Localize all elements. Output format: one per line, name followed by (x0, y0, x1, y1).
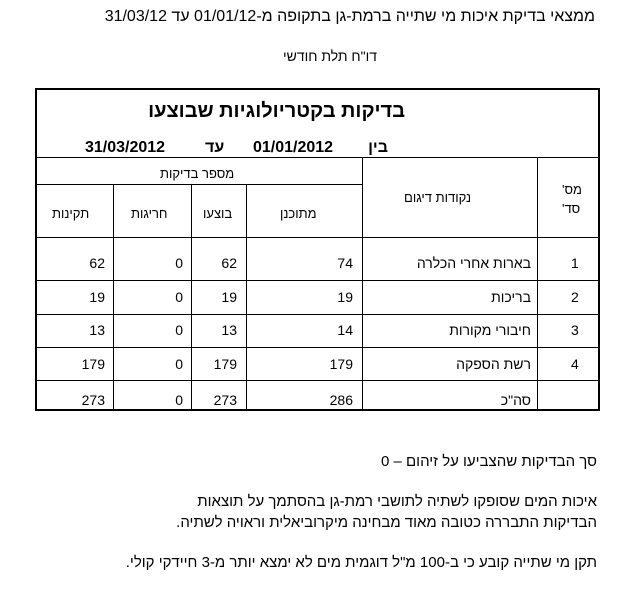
column-header-planned: מתוכנן (280, 206, 317, 221)
table-cell-performed: 62 (221, 255, 237, 271)
table-divider (36, 280, 599, 281)
table-cell-deviations: 0 (175, 289, 183, 305)
table-cell-planned: 74 (337, 255, 353, 271)
contamination-summary: סך הבדיקות שהצביעו על זיהום – 0 (380, 453, 597, 470)
column-header-deviations: חריגות (131, 206, 168, 221)
table-cell-sampling-point: רשת הספקה (456, 356, 531, 372)
table-total-planned: 286 (329, 392, 353, 408)
table-cell-serial: 2 (571, 289, 579, 305)
table-cell-serial: 1 (571, 255, 579, 271)
column-header-sampling-points: נקודות דיגום (404, 190, 472, 205)
table-divider (537, 157, 538, 410)
table-cell-planned: 14 (337, 322, 353, 338)
table-divider (36, 314, 599, 315)
table-divider (36, 347, 599, 348)
table-divider (191, 184, 192, 410)
table-cell-proper: 19 (89, 289, 105, 305)
table-total-performed: 273 (213, 392, 237, 408)
table-cell-sampling-point: בריכות (491, 289, 531, 305)
table-divider (113, 184, 114, 410)
range-from-date: 01/01/2012 (253, 139, 334, 156)
table-cell-deviations: 0 (175, 356, 183, 372)
table-cell-sampling-point: בארות אחרי הכלרה (416, 255, 531, 271)
table-cell-planned: 179 (329, 356, 353, 372)
table-cell-sampling-point: חיבורי מקורות (449, 322, 531, 338)
report-subtitle: דו"ח תלת חודשי (282, 48, 377, 64)
table-cell-performed: 19 (221, 289, 237, 305)
column-header-proper: תקינות (52, 206, 90, 221)
table-divider (36, 380, 599, 381)
quality-statement-line: הבדיקות התבררה כטובה מאוד מבחינה מיקרוביאלית וראויה לשתיה. (176, 514, 597, 531)
table-cell-planned: 19 (337, 289, 353, 305)
table-cell-proper: 179 (81, 356, 105, 372)
table-total-deviations: 0 (175, 392, 183, 408)
table-cell-performed: 13 (221, 322, 237, 338)
table-cell-performed: 179 (213, 356, 237, 372)
column-header-serial: מס' (562, 182, 582, 197)
table-cell-serial: 3 (571, 322, 579, 338)
table-divider (36, 157, 599, 158)
table-title: בדיקות בקטריולוגיות שבוצעו (148, 100, 405, 122)
column-header-serial: סד' (562, 201, 581, 216)
column-header-tests-count: מספר בדיקות (160, 166, 235, 181)
range-to-label: עד (205, 139, 225, 156)
column-header-performed: בוצעו (203, 206, 233, 221)
range-to-date: 31/03/2012 (85, 139, 166, 156)
table-cell-proper: 62 (89, 255, 105, 271)
table-cell-serial: 4 (571, 356, 579, 372)
table-cell-proper: 13 (89, 322, 105, 338)
range-from-label: בין (368, 139, 388, 156)
table-divider (362, 157, 363, 410)
table-divider (36, 184, 362, 185)
table-cell-deviations: 0 (175, 255, 183, 271)
drinking-water-standard-note: תקן מי שתייה קובע כי ב-100 מ"ל דוגמית מים לא ימצא יותר מ-3 חיידקי קולי. (125, 554, 597, 571)
quality-statement-line: איכות המים שסופקו לשתיה לתושבי רמת-גן בהסתמך על תוצאות (197, 493, 597, 510)
report-header-title: ממצאי בדיקת איכות מי שתייה ברמת-גן בתקופה מ-01/01/12 עד 31/03/12 (104, 8, 595, 25)
table-cell-deviations: 0 (175, 322, 183, 338)
table-divider (246, 184, 247, 410)
table-total-label: סה"כ (500, 392, 531, 408)
table-divider (36, 237, 599, 238)
table-total-proper: 273 (81, 392, 105, 408)
